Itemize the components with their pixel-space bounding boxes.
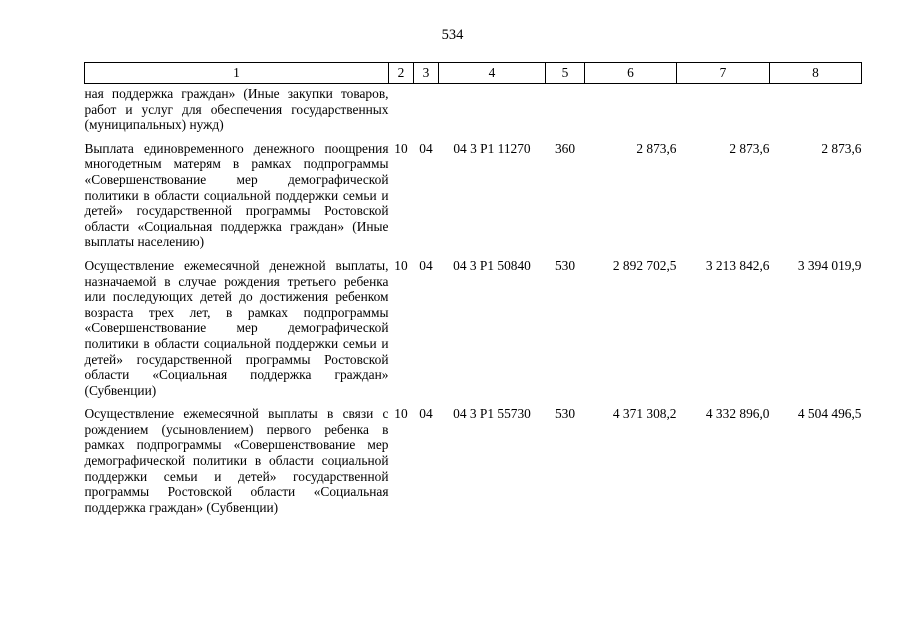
row-amount-3: 2 873,6	[821, 140, 862, 156]
row-amount-1: 2 892 702,5	[612, 257, 677, 273]
row-section-code: 10	[394, 140, 408, 156]
row-amount-1: 2 873,6	[636, 140, 677, 156]
row-amount-2: 3 213 842,6	[705, 257, 770, 273]
row-target-article: 04 3 P1 50840	[453, 257, 531, 273]
column-header-7: 7	[677, 63, 770, 84]
row-expense-type: 530	[554, 257, 576, 273]
row-amount-3: 3 394 019,9	[797, 257, 862, 273]
row-section-code: 10	[394, 406, 408, 422]
table-row-continuation	[85, 84, 862, 139]
row-expense-type: 530	[554, 406, 576, 422]
row-expense-type: 360	[554, 140, 576, 156]
row-subsection-code: 04	[419, 406, 433, 422]
page-number: 534	[441, 27, 464, 43]
column-header-5: 5	[546, 63, 585, 84]
row-target-article: 04 3 P1 11270	[453, 140, 531, 156]
table-row	[85, 256, 862, 404]
row-description: Осуществление ежемесячной денежной выплаты, назначаемой в случае рождения третьего ребенка или последующих детей до достижения ребенком возраста трех лет, в рамках подпрограммы «Совершенствование мер демографической политики в области социальной поддержки семьи и детей» государственной программы Ростовской области «Социальная поддержка граждан» (Субвенции)	[84, 257, 389, 398]
table-row	[85, 139, 862, 256]
column-header-4: 4	[439, 63, 546, 84]
table-header-row	[85, 63, 862, 84]
row-subsection-code: 04	[419, 140, 433, 156]
row-description: Осуществление ежемесячной выплаты в связи с рождением (усыновлением) первого ребенка в рамках подпрограммы «Совершенствование мер демографической политики в области социальной поддержки семьи и детей» государственной программы Ростовской области «Социальная поддержка граждан» (Субвенции)	[84, 406, 389, 515]
row-subsection-code: 04	[419, 257, 433, 273]
column-header-3: 3	[414, 63, 439, 84]
row-amount-1: 4 371 308,2	[612, 406, 677, 422]
table-row	[85, 404, 862, 521]
row-amount-3: 4 504 496,5	[797, 406, 862, 422]
budget-table	[84, 62, 862, 521]
column-header-2: 2	[389, 63, 414, 84]
row-amount-2: 2 873,6	[729, 140, 770, 156]
column-header-6: 6	[585, 63, 677, 84]
column-header-8: 8	[770, 63, 862, 84]
row-target-article: 04 3 P1 55730	[453, 406, 531, 422]
row-amount-2: 4 332 896,0	[705, 406, 770, 422]
row-description: Выплата единовременного денежного поощрения многодетным матерям в рамках подпрограммы «Совершенствование мер демографической политики в области социальной поддержки семьи и детей» государственной программы Ростовской области «Социальная поддержка граждан» (Иные выплаты населению)	[84, 140, 389, 250]
continuation-description: ная поддержка граждан» (Иные закупки товаров, работ и услуг для обеспечения государственных (муниципальных) нужд)	[84, 86, 389, 133]
column-header-1: 1	[85, 63, 389, 84]
row-section-code: 10	[394, 257, 408, 273]
